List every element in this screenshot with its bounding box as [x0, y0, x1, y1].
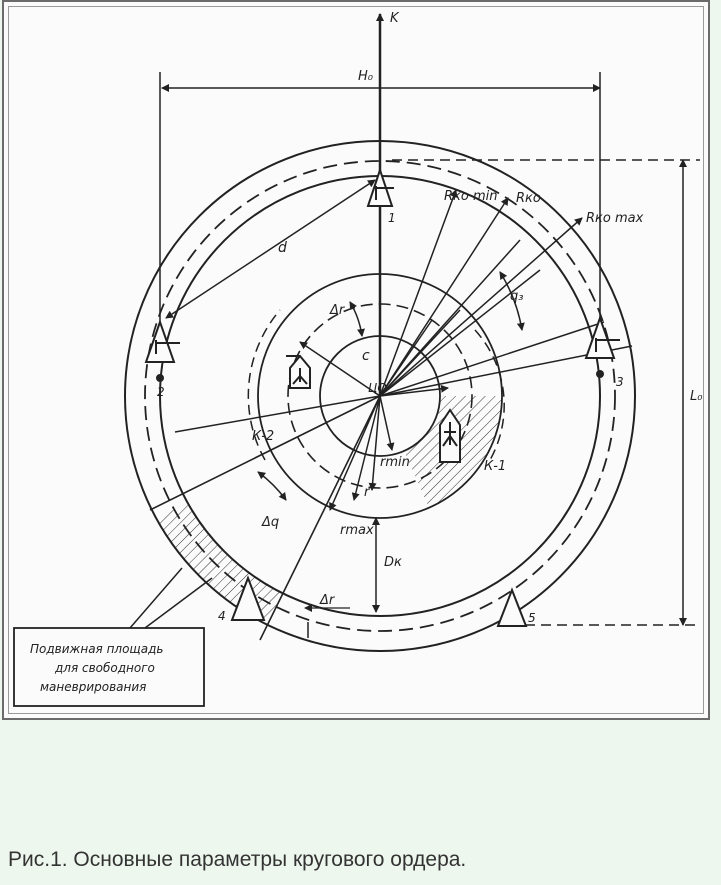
label-k1: К-1	[484, 459, 507, 474]
label-delta-r-top: Δr	[330, 303, 345, 318]
axis-label-k: K	[390, 11, 399, 26]
label-d: d	[278, 240, 287, 256]
label-q3: q₃	[510, 289, 524, 304]
label-ship-4: 4	[218, 609, 226, 623]
label-r-ko-min: Rко min	[444, 189, 498, 204]
label-r-min: rmin	[380, 455, 410, 470]
label-r: r	[364, 485, 370, 500]
label-delta-r-bottom: Δr	[320, 593, 335, 608]
label-k2: К-2	[252, 429, 275, 444]
label-dk: Dк	[384, 555, 402, 570]
label-c: c	[362, 348, 370, 364]
label-r-ko-max: Rко max	[586, 211, 644, 226]
label-h0: H₀	[358, 69, 373, 84]
figure-caption: Рис.1. Основные параметры кругового ордера.	[8, 848, 467, 871]
label-delta-q: Δq	[262, 515, 280, 530]
label-ship-3: 3	[616, 375, 624, 389]
label-ship-1: 1	[388, 211, 396, 225]
submarine-k2-icon	[286, 356, 310, 388]
note-line-2: для свободного	[55, 661, 155, 675]
label-l0: L₀	[690, 389, 703, 404]
label-ship-2: 2	[157, 385, 165, 399]
label-r-ko: Rко	[516, 191, 541, 206]
label-ship-5: 5	[528, 611, 536, 625]
label-r-max: rmax	[340, 523, 374, 538]
d-line	[166, 180, 375, 318]
ship-2-icon	[146, 322, 180, 381]
note-line-1: Подвижная площадь	[30, 642, 164, 656]
label-center: ЦО	[368, 381, 387, 395]
note-line-3: маневрирования	[40, 680, 147, 694]
